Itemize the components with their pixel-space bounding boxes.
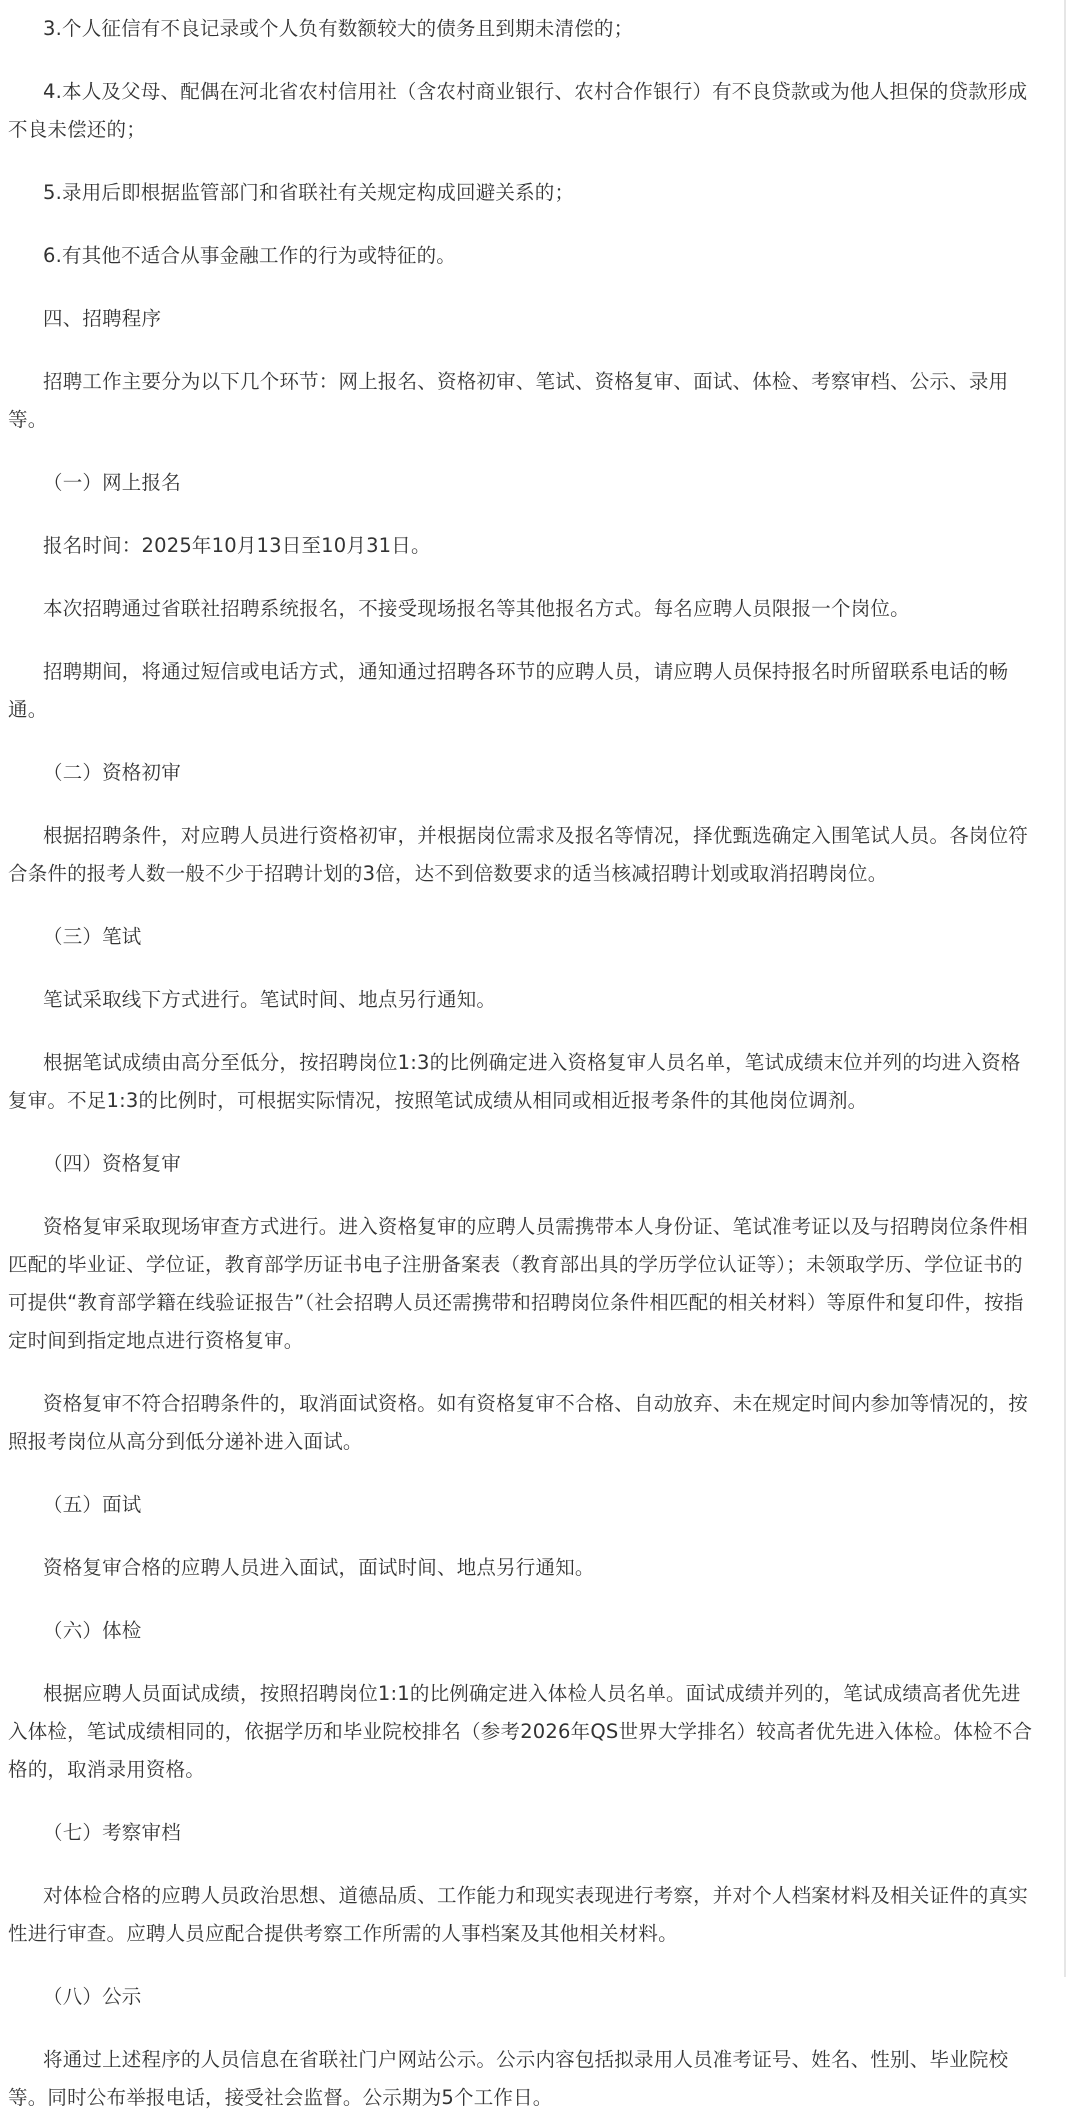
paragraph-contact-notice: 招聘期间，将通过短信或电话方式，通知通过招聘各环节的应聘人员，请应聘人员保持报名时所留联系电话的畅通。 (8, 660, 1009, 721)
subheading-medical-exam: （六）体检 (43, 1619, 142, 1642)
subheading-qualification-recheck: （四）资格复审 (43, 1152, 181, 1175)
paragraph-interview: 资格复审合格的应聘人员进入面试，面试时间、地点另行通知。 (43, 1556, 595, 1579)
paragraph-procedure-overview: 招聘工作主要分为以下几个环节：网上报名、资格初审、笔试、资格复审、面试、体检、考察审档、公示、录用等。 (8, 370, 1009, 431)
paragraph-medical-exam: 根据应聘人员面试成绩，按照招聘岗位1:1的比例确定进入体检人员名单。面试成绩并列的，笔试成绩高者优先进入体检，笔试成绩相同的，依据学历和毕业院校排名（参考2026年QS世界大学排名）较高者优先进入体检。体检不合格的，取消录用资格。 (8, 1682, 1033, 1781)
subheading-background-check: （七）考察审档 (43, 1821, 181, 1844)
paragraph-written-exam-method: 笔试采取线下方式进行。笔试时间、地点另行通知。 (43, 988, 497, 1011)
paragraph-recheck-documents: 资格复审采取现场审查方式进行。进入资格复审的应聘人员需携带本人身份证、笔试准考证以及与招聘岗位条件相匹配的毕业证、学位证，教育部学历证书电子注册备案表（教育部出具的学历学位认证等）；未领取学历、学位证书的可提供“教育部学籍在线验证报告”（社会招聘人员还需携带和招聘岗位条件相匹配的相关材料）等原件和复印件，按指定时间到指定地点进行资格复审。 (8, 1215, 1029, 1352)
paragraph-condition-4: 4.本人及父母、配偶在河北省农村信用社（含农村商业银行、农村合作银行）有不良贷款或为他人担保的贷款形成不良未偿还的； (8, 80, 1028, 141)
paragraph-condition-6: 6.有其他不适合从事金融工作的行为或特征的。 (43, 244, 457, 267)
subheading-online-registration: （一）网上报名 (43, 471, 181, 494)
subheading-written-exam: （三）笔试 (43, 925, 142, 948)
paragraph-recheck-failure: 资格复审不符合招聘条件的，取消面试资格。如有资格复审不合格、自动放弃、未在规定时间内参加等情况的，按照报考岗位从高分到低分递补进入面试。 (8, 1392, 1029, 1453)
section-heading-procedure: 四、招聘程序 (43, 307, 162, 330)
page-scrollbar[interactable] (1050, 0, 1080, 1977)
paragraph-registration-method: 本次招聘通过省联社招聘系统报名，不接受现场报名等其他报名方式。每名应聘人员限报一个岗位。 (43, 597, 910, 620)
paragraph-condition-3: 3.个人征信有不良记录或个人负有数额较大的债务且到期未清偿的； (43, 17, 634, 40)
paragraph-initial-review: 根据招聘条件，对应聘人员进行资格初审，并根据岗位需求及报名等情况，择优甄选确定入围笔试人员。各岗位符合条件的报考人数一般不少于招聘计划的3倍，达不到倍数要求的适当核减招聘计划或取消招聘岗位。 (8, 824, 1029, 885)
subheading-initial-review: （二）资格初审 (43, 761, 181, 784)
subheading-interview: （五）面试 (43, 1493, 142, 1516)
scrollbar-line (1064, 0, 1066, 1977)
paragraph-publicity: 将通过上述程序的人员信息在省联社门户网站公示。公示内容包括拟录用人员准考证号、姓名、性别、毕业院校等。同时公布举报电话，接受社会监督。公示期为5个工作日。 (8, 2048, 1009, 2109)
paragraph-background-check: 对体检合格的应聘人员政治思想、道德品质、工作能力和现实表现进行考察，并对个人档案材料及相关证件的真实性进行审查。应聘人员应配合提供考察工作所需的人事档案及其他相关材料。 (8, 1884, 1029, 1945)
subheading-publicity: （八）公示 (43, 1985, 142, 2008)
paragraph-registration-time: 报名时间：2025年10月13日至10月31日。 (43, 534, 431, 557)
paragraph-written-exam-ranking: 根据笔试成绩由高分至低分，按招聘岗位1:3的比例确定进入资格复审人员名单，笔试成绩末位并列的均进入资格复审。不足1:3的比例时，可根据实际情况，按照笔试成绩从相同或相近报考条件的其他岗位调剂。 (8, 1051, 1021, 1112)
paragraph-condition-5: 5.录用后即根据监管部门和省联社有关规定构成回避关系的； (43, 181, 575, 204)
